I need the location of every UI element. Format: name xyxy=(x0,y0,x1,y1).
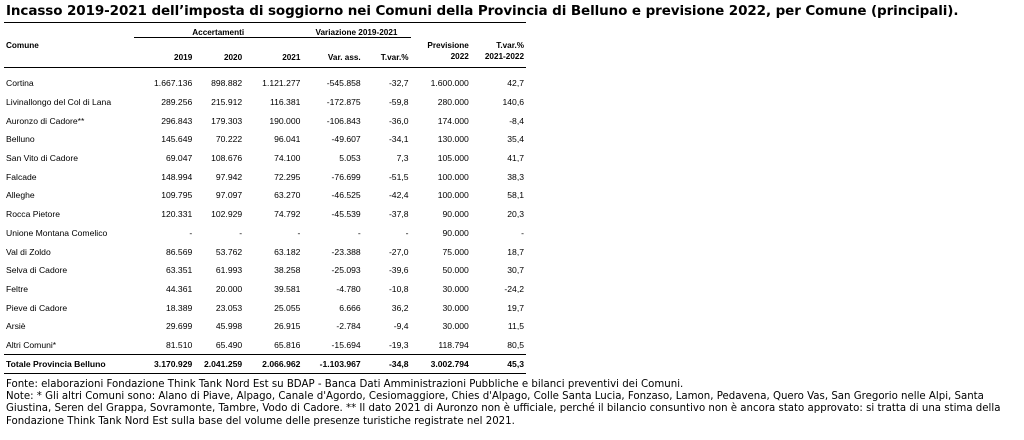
header-accertamenti: Accertamenti xyxy=(134,23,302,38)
total-var-ass: -1.103.967 xyxy=(302,355,362,374)
total-tvar-2021-2022: 45,3 xyxy=(471,355,526,374)
cell-2021: 26.915 xyxy=(274,321,301,332)
cell-2019: 148.994 xyxy=(161,171,193,182)
cell-2021: 72.295 xyxy=(274,171,301,182)
cell-previsione: 1.600.000 xyxy=(430,78,469,89)
cell-2021: 1.121.277 xyxy=(262,78,301,89)
cell-2021: 25.055 xyxy=(274,302,301,313)
cell-var-ass: -76.699 xyxy=(331,171,361,182)
cell-2021: - xyxy=(297,227,301,238)
cell-tvar-2021-2022: - xyxy=(521,227,524,238)
header-2019: 2019 xyxy=(174,53,193,62)
cell-t-var: -59,8 xyxy=(388,97,409,108)
cell-var-ass: -4.780 xyxy=(336,283,361,294)
cell-var-ass: -49.607 xyxy=(331,134,361,145)
cell-tvar-2021-2022: -8,4 xyxy=(509,115,524,126)
cell-2019: 63.351 xyxy=(165,265,193,276)
cell-2020: 23.053 xyxy=(215,302,243,313)
cell-tvar-2021-2022: 11,5 xyxy=(507,321,524,332)
cell-previsione: 130.000 xyxy=(437,134,469,145)
table-body xyxy=(4,68,526,355)
cell-2020: 215.912 xyxy=(211,97,243,108)
cell-var-ass: -25.093 xyxy=(331,265,361,276)
cell-t-var: -42,4 xyxy=(388,190,409,201)
cell-2021: 38.258 xyxy=(274,265,301,276)
cell-2021: 65.816 xyxy=(274,339,301,350)
table-row xyxy=(4,68,526,93)
cell-2019: 44.361 xyxy=(165,283,193,294)
cell-previsione: 90.000 xyxy=(442,209,469,220)
cell-tvar-2021-2022: 80,5 xyxy=(507,339,524,350)
table-row xyxy=(4,186,526,205)
cell-2021: 74.100 xyxy=(274,153,301,164)
cell-var-ass: -23.388 xyxy=(331,246,361,257)
header-row-top xyxy=(4,23,526,38)
header-previsione-line2: 2022 xyxy=(450,52,469,61)
total-2019: 3.170.929 xyxy=(134,355,194,374)
cell-2021: 63.270 xyxy=(274,190,301,201)
cell-var-ass: -15.694 xyxy=(331,339,361,350)
header-var-ass: Var. ass. xyxy=(327,53,361,62)
table-row xyxy=(4,93,526,112)
data-table xyxy=(4,22,526,374)
cell-comune: Livinallongo del Col di Lana xyxy=(6,97,112,108)
page-title: Incasso 2019-2021 dell’imposta di soggiorno nei Comuni della Provincia di Belluno e previsione 2022, per Comune (principali). xyxy=(6,3,959,19)
cell-t-var: -9,4 xyxy=(393,321,409,332)
cell-2019: 296.843 xyxy=(161,115,193,126)
cell-2019: 1.667.136 xyxy=(154,78,193,89)
cell-comune: Unione Montana Comelico xyxy=(6,227,108,238)
cell-comune: San Vito di Cadore xyxy=(6,153,78,164)
cell-t-var: 7,3 xyxy=(396,153,409,164)
table-row xyxy=(4,111,526,130)
cell-t-var: -37,8 xyxy=(388,209,409,220)
table-row xyxy=(4,336,526,355)
cell-tvar-2021-2022: 42,7 xyxy=(507,78,524,89)
cell-comune: Rocca Pietore xyxy=(6,209,60,220)
cell-t-var: 36,2 xyxy=(391,302,409,313)
cell-comune: Feltre xyxy=(6,283,28,294)
cell-2020: 45.998 xyxy=(215,321,243,332)
notes xyxy=(6,379,1018,428)
cell-var-ass: -46.525 xyxy=(331,190,361,201)
cell-2020: 179.303 xyxy=(211,115,243,126)
cell-t-var: - xyxy=(405,227,409,238)
header-previsione xyxy=(411,23,471,68)
table-row xyxy=(4,167,526,186)
cell-2019: 81.510 xyxy=(165,339,193,350)
cell-previsione: 174.000 xyxy=(437,115,469,126)
table-row xyxy=(4,261,526,280)
cell-var-ass: -45.539 xyxy=(331,209,361,220)
total-row xyxy=(4,355,526,374)
table-row xyxy=(4,317,526,336)
cell-t-var: -51,5 xyxy=(388,171,409,182)
total-t-var: -34,8 xyxy=(363,355,411,374)
cell-var-ass: 5.053 xyxy=(339,153,361,164)
cell-2020: 53.762 xyxy=(215,246,243,257)
cell-t-var: -34,1 xyxy=(388,134,409,145)
cell-var-ass: -545.858 xyxy=(326,78,361,89)
cell-2021: 116.381 xyxy=(269,97,301,108)
cell-2019: 69.047 xyxy=(165,153,193,164)
cell-2019: 86.569 xyxy=(165,246,193,257)
cell-t-var: -19,3 xyxy=(388,339,409,350)
cell-2019: 145.649 xyxy=(161,134,193,145)
cell-previsione: 118.794 xyxy=(438,339,469,350)
cell-tvar-2021-2022: 19,7 xyxy=(507,302,524,313)
cell-tvar-2021-2022: 140,6 xyxy=(502,97,524,108)
cell-2020: 97.942 xyxy=(215,171,243,182)
table-row xyxy=(4,130,526,149)
header-2020: 2020 xyxy=(223,53,243,62)
cell-comune: Arsiè xyxy=(6,321,26,332)
cell-previsione: 100.000 xyxy=(437,171,469,182)
cell-2020: 20.000 xyxy=(215,283,243,294)
cell-2021: 96.041 xyxy=(274,134,301,145)
cell-tvar-2021-2022: 35,4 xyxy=(507,134,524,145)
cell-t-var: -39,6 xyxy=(388,265,409,276)
cell-previsione: 30.000 xyxy=(442,302,469,313)
header-tvar-2021-2022 xyxy=(471,23,526,68)
cell-2021: 74.792 xyxy=(274,209,301,220)
table-row xyxy=(4,149,526,168)
total-2020: 2.041.259 xyxy=(194,355,244,374)
table-row xyxy=(4,224,526,243)
cell-previsione: 50.000 xyxy=(442,265,469,276)
cell-comune: Cortina xyxy=(6,78,34,89)
cell-2019: 29.699 xyxy=(165,321,193,332)
cell-previsione: 75.000 xyxy=(442,246,469,257)
cell-tvar-2021-2022: 20,3 xyxy=(507,209,524,220)
cell-tvar-2021-2022: 58,1 xyxy=(507,190,524,201)
cell-comune: Auronzo di Cadore** xyxy=(6,115,85,126)
cell-2019: 18.389 xyxy=(165,302,193,313)
header-t-var: T.var.% xyxy=(380,53,409,62)
cell-t-var: -32,7 xyxy=(388,78,409,89)
data-table-container xyxy=(4,22,526,374)
header-2021: 2021 xyxy=(282,53,301,62)
cell-var-ass: -2.784 xyxy=(336,321,361,332)
cell-comune: Val di Zoldo xyxy=(6,246,51,257)
header-previsione-line1: Previsione xyxy=(427,41,469,50)
header-comune: Comune xyxy=(6,40,39,50)
header-tvar2-line1: T.var.% xyxy=(496,41,524,50)
cell-comune: Altri Comuni* xyxy=(6,339,57,350)
cell-2019: 109.795 xyxy=(161,190,193,201)
cell-var-ass: - xyxy=(357,227,361,238)
cell-var-ass: 6.666 xyxy=(339,302,361,313)
cell-2021: 63.182 xyxy=(274,246,301,257)
cell-tvar-2021-2022: 41,7 xyxy=(507,153,524,164)
cell-2021: 190.000 xyxy=(269,115,301,126)
cell-previsione: 30.000 xyxy=(442,321,469,332)
cell-previsione: 90.000 xyxy=(442,227,469,238)
source-note: Fonte: elaborazioni Fondazione Think Tank Nord Est su BDAP - Banca Dati Amministrazioni Pubbliche e bilanci preventivi dei Comuni. xyxy=(6,379,684,390)
cell-previsione: 30.000 xyxy=(442,283,469,294)
table-row xyxy=(4,298,526,317)
cell-2020: 108.676 xyxy=(211,153,243,164)
cell-comune: Belluno xyxy=(6,134,35,145)
cell-comune: Selva di Cadore xyxy=(6,265,68,276)
cell-var-ass: -172.875 xyxy=(326,97,361,108)
table-row xyxy=(4,280,526,299)
cell-2020: 65.490 xyxy=(215,339,243,350)
cell-var-ass: -106.843 xyxy=(326,115,361,126)
cell-2021: 39.581 xyxy=(274,283,301,294)
cell-previsione: 105.000 xyxy=(437,153,469,164)
table-row xyxy=(4,242,526,261)
cell-2020: - xyxy=(239,227,243,238)
cell-2020: 70.222 xyxy=(215,134,243,145)
total-previsione: 3.002.794 xyxy=(411,355,471,374)
cell-2019: 289.256 xyxy=(161,97,193,108)
header-variazione: Variazione 2019-2021 xyxy=(302,23,410,38)
cell-previsione: 280.000 xyxy=(437,97,469,108)
cell-comune: Alleghe xyxy=(6,190,35,201)
cell-2020: 97.097 xyxy=(215,190,243,201)
cell-t-var: -36,0 xyxy=(388,115,409,126)
header-tvar2-line2: 2021-2022 xyxy=(484,52,524,61)
cell-2019: - xyxy=(189,227,193,238)
cell-t-var: -10,8 xyxy=(388,283,409,294)
cell-previsione: 100.000 xyxy=(437,190,469,201)
cell-2020: 898.882 xyxy=(211,78,243,89)
cell-t-var: -27,0 xyxy=(388,246,409,257)
footnote: Note: * Gli altri Comuni sono: Alano di Piave, Alpago, Canale d'Agordo, Cesiomaggiore, Chies d'Alpago, Colle Santa Lucia, Fonzaso, Lamon, Pedavena, Quero Vas, San Gregorio nelle Alpi, Santa Giustina, Seren del Grappa, Sovramonte, Tambre, Vodo di Cadore. ** Il dato 2021 di Auronzo non è ufficiale, perché il bilancio consuntivo non è ancora stato approvato: si tratta di una stima della Fondazione Think Tank Nord Est sulla base del volume delle presenze turistiche registrate nel 2021. xyxy=(6,391,1001,427)
cell-comune: Falcade xyxy=(6,171,37,182)
cell-2020: 102.929 xyxy=(211,209,243,220)
total-comune: Totale Provincia Belluno xyxy=(4,355,134,374)
cell-tvar-2021-2022: 18,7 xyxy=(507,246,524,257)
cell-2019: 120.331 xyxy=(161,209,193,220)
cell-comune: Pieve di Cadore xyxy=(6,302,68,313)
cell-2020: 61.993 xyxy=(215,265,243,276)
table-row xyxy=(4,205,526,224)
cell-tvar-2021-2022: 38,3 xyxy=(507,171,524,182)
cell-tvar-2021-2022: 30,7 xyxy=(507,265,524,276)
cell-tvar-2021-2022: -24,2 xyxy=(504,283,524,294)
total-2021: 2.066.962 xyxy=(244,355,302,374)
